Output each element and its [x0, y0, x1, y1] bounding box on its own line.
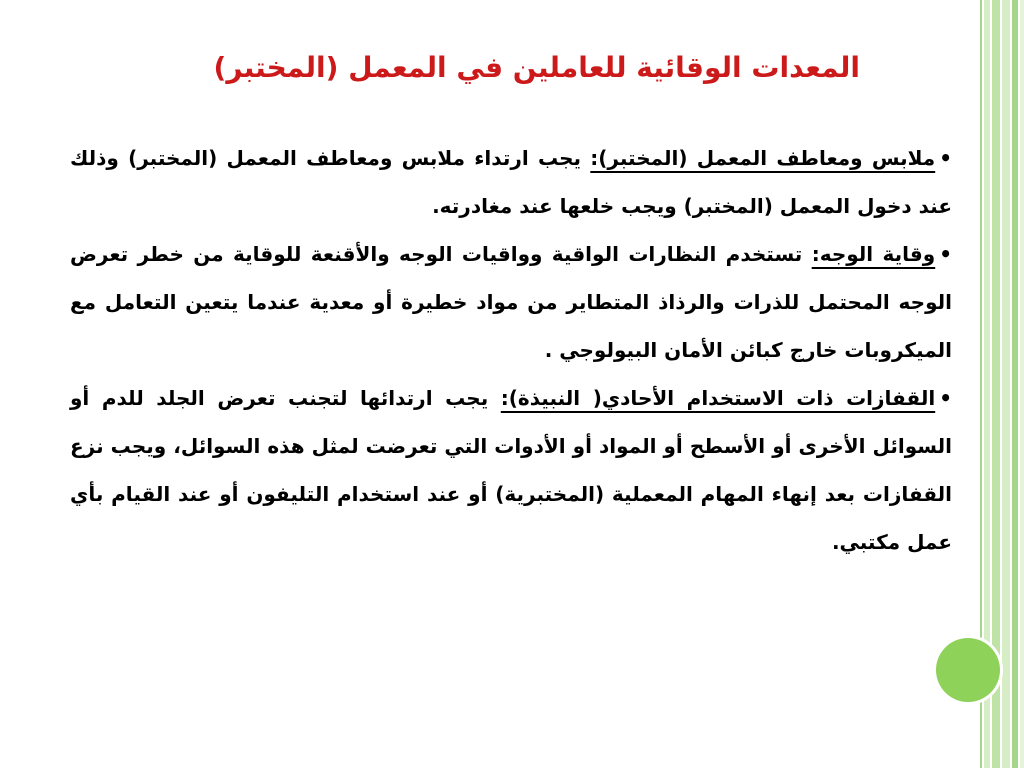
bullet-icon: • [939, 386, 952, 410]
bullet-text: يجب ارتداء ملابس ومعاطف المعمل (المختبر) وذلك عند دخول المعمل (المختبر) ويجب خلعها عند مغادرته. [70, 146, 952, 218]
slide-title: المعدات الوقائية للعاملين في المعمل (المختبر) [213, 51, 860, 84]
bullet-item [70, 230, 952, 374]
slide-content [70, 134, 952, 566]
bullet-icon: • [939, 146, 952, 170]
bullet-term: القفازات ذات الاستخدام الأحادي( النبيذة): [500, 386, 936, 410]
decorative-circle [936, 638, 1000, 702]
border-stripe [1002, 0, 1010, 768]
bullet-term: وقاية الوجه: [811, 242, 936, 266]
bullet-text: يجب ارتدائها لتجنب تعرض الجلد للدم أو السوائل الأخرى أو الأسطح أو المواد أو الأدوات التي تعرضت لمثل هذه السوائل، ويجب نزع القفازات بعد إنهاء المهام المعملية (المختبرية) أو عند استخدام التليفون أو عند القيام بأي عمل مكتبي. [70, 386, 952, 554]
bullet-icon: • [939, 242, 952, 266]
bullet-item [70, 374, 952, 566]
border-stripe [1020, 0, 1024, 768]
bullet-term: ملابس ومعاطف المعمل (المختبر): [590, 146, 936, 170]
bullet-item [70, 134, 952, 230]
bullet-text: تستخدم النظارات الواقية وواقيات الوجه والأقنعة للوقاية من خطر تعرض الوجه المحتمل للذرات والرذاذ المتطاير من مواد خطيرة أو معدية عندما يتعين التعامل مع الميكروبات خارج كبائن الأمان البيولوجي . [70, 242, 952, 362]
border-stripe [1012, 0, 1018, 768]
